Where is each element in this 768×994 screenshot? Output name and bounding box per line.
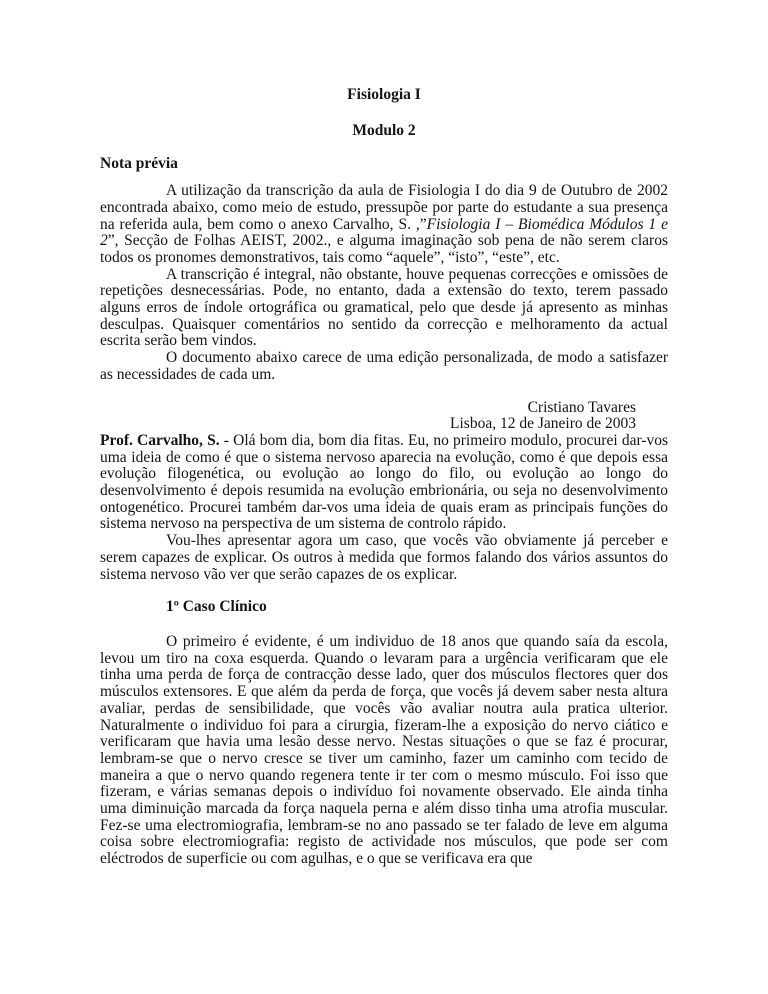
- clinical-case-heading: 1º Caso Clínico: [166, 598, 267, 616]
- signature-name: Cristiano Tavares: [527, 398, 636, 416]
- nota-previa-paragraph-1-pre: A utilização da transcrição da aula de Fisiologia I do dia 9 de Outubro de 2002 encontrada abaixo, como meio de estudo, pressupõe por parte do estudante a sua presença na referida aula, bem como o anexo Carvalho, S. ,”: [100, 182, 668, 233]
- nota-previa-heading: Nota prévia: [100, 155, 178, 173]
- signature-block: [100, 400, 636, 433]
- nota-previa-paragraph-3: O documento abaixo carece de uma edição personalizada, de modo a satisfazer as necessidades de cada um.: [100, 349, 668, 383]
- document-subtitle: Modulo 2: [352, 121, 416, 139]
- lecture-paragraph-1: [100, 433, 668, 533]
- document-title: Fisiologia I: [347, 86, 421, 103]
- speaker-name: Prof. Carvalho, S.: [100, 431, 220, 449]
- lecture-paragraph-2: Vou-lhes apresentar agora um caso, que vocês vão obviamente já perceber e serem capazes de explicar. Os outros à medida que formos falando dos vários assuntos do sistema nervoso vão ver que serão capazes de os explicar.: [100, 532, 668, 583]
- lecture-paragraph-1-text: - Olá bom dia, bom dia fitas. Eu, no primeiro modulo, procurei dar-vos uma ideia de como é que o sistema nervoso aparecia na evolução, como é que depois essa evolução filogenética, ou evolução ao longo do filo, ou evolução ao longo do desenvolvimento é depois resumida na evolução embrionária, ou seja no desenvolvimento ontogenético. Procurei também dar-vos uma ideia de quais eram as principais funções do sistema nervoso na perspectiva de um sistema de controlo rápido.: [100, 431, 668, 533]
- nota-previa-paragraph-2: A transcrição é integral, não obstante, houve pequenas correcções e omissões de repetições desnecessárias. Pode, no entanto, dada a extensão do texto, terem passado alguns erros de índole ortográfica ou gramatical, pelo que desde já apresento as minhas desculpas. Quaisquer comentários no sentido da correcção e melhoramento da actual escrita serão bem vindos.: [100, 265, 668, 350]
- clinical-case-paragraph: O primeiro é evidente, é um individuo de 18 anos que quando saía da escola, levou um tiro na coxa esquerda. Quando o levaram para a urgência verificaram que ele tinha uma perda de força de contracção desse lado, quer dos músculos flectores quer dos músculos extensores. E que além da perda de força, que vocês já devem saber nesta altura avaliar, perdas de sensibilidade, que vocês vão avaliar noutra aula pratica ulterior. Naturalmente o individuo foi para a cirurgia, fizeram-lhe a exposição do nervo ciático e verificaram que havia uma lesão desse nervo. Nestas situações o que se faz é procurar, lembram-se que o nervo cresce se tiver um caminho, fazer um caminho com tecido de maneira a que o nervo quando regenera tente ir ter com o mesmo músculo. Foi isso que fizeram, e várias semanas depois o indivíduo foi novamente observado. Ele ainda tinha uma diminuição marcada da força naquela perna e além disso tinha uma atrofia muscular. Fez-se uma electromiografia, lembram-se no ano passado se ter falado de leve em alguma coisa sobre electromiografia: registo de actividade nos músculos, que pode ser com eléctrodos de superficie ou com agulhas, e o que se verificava era que: [100, 632, 668, 868]
- signature-place-date: Lisboa, 12 de Janeiro de 2003: [450, 415, 636, 433]
- nota-previa-paragraph-1: [100, 183, 668, 267]
- book-reference-italic: Fisiologia I – Biomédica Módulos 1 e 2: [100, 215, 668, 250]
- nota-previa-paragraph-1-post: ”, Secção de Folhas AEIST, 2002., e alguma imaginação sob pena de não serem claros todos os pronomes demonstrativos, tais como “aquele”, “isto”, “este”, etc.: [100, 232, 668, 266]
